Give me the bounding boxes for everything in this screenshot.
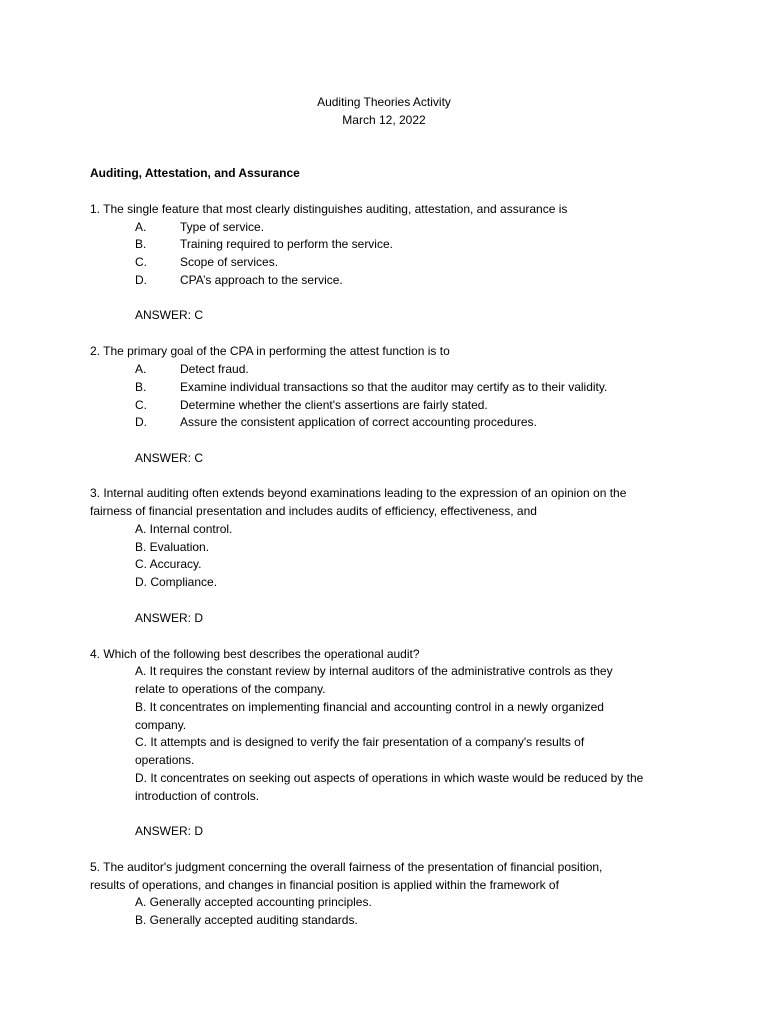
option-4b-line-1: B. It concentrates on implementing financial and accounting control in a newly organized <box>135 700 604 714</box>
document-page: Auditing Theories Activity March 12, 2022 Auditing, Attestation, and Assurance 1. The single feature that most clearly distinguishes auditing, attestation, and assurance is A. Type of service. B. Training required to perform the service. C. Scope of services. D. CPA’s approach to the service. ANSWER: C 2. The primary goal of the CPA in performing the attest function is to A. Detect fraud. B. Examine individual transactions so that the auditor may certify as to their validity. C. Determine whether the client's assertions are fairly stated. D. Assure the consistent application of correct accounting procedures. ANSWER: C 3. Internal auditing often extends beyond examinations leading to the expression of an opinion on the fairness of financial presentation and includes audits of efficiency, effectiveness, and A. Internal control. B. Evaluation. C. Accuracy. D. Compliance. ANSWER: D 4. Which of the following best describes the operational audit? A. It requires the constant review by internal auditors of the administrative controls as they relate to operations of the company. B. It concentrates on implementing financial and accounting control in a newly organized company. C. It attempts and is designed to verify the fair presentation of a company's results of operations. D. It concentrates on seeking out aspects of operations in which waste would be reduced by the introduction of controls. ANSWER: D 5. The auditor's judgment concerning the overall fairness of the presentation of financial position, results of operations, and changes in financial position is applied within the framework of A. Generally accepted accounting principles. B. Generally accepted auditing standards. <box>0 0 768 1024</box>
answer-3: ANSWER: D <box>135 611 204 625</box>
question-4: 4. Which of the following best describes the operational audit? <box>90 647 420 661</box>
section-heading: Auditing, Attestation, and Assurance <box>90 166 300 180</box>
question-1: 1. The single feature that most clearly distinguishes auditing, attestation, and assurance is <box>90 202 568 216</box>
question-5-line-2: results of operations, and changes in financial position is applied within the framework of <box>90 878 559 892</box>
question-3-line-1: 3. Internal auditing often extends beyond examinations leading to the expression of an opinion on the <box>90 486 627 500</box>
option-4a-line-1: A. It requires the constant review by internal auditors of the administrative controls as they <box>135 664 613 678</box>
option-3b: B. Evaluation. <box>135 540 210 554</box>
option-4c-line-1: C. It attempts and is designed to verify the fair presentation of a company's results of <box>135 735 585 749</box>
answer-1: ANSWER: C <box>135 308 204 322</box>
option-3c: C. Accuracy. <box>135 557 202 571</box>
option-4d-line-1: D. It concentrates on seeking out aspects of operations in which waste would be reduced by the <box>135 771 644 785</box>
option-5a: A. Generally accepted accounting principles. <box>135 895 372 909</box>
question-5-line-1: 5. The auditor's judgment concerning the overall fairness of the presentation of financial position, <box>90 860 603 874</box>
doc-date: March 12, 2022 <box>342 113 426 127</box>
question-2: 2. The primary goal of the CPA in performing the attest function is to <box>90 344 450 358</box>
option-3a: A. Internal control. <box>135 522 233 536</box>
answer-2: ANSWER: C <box>135 451 204 465</box>
option-4b-line-2: company. <box>135 718 187 732</box>
option-4c-line-2: operations. <box>135 753 195 767</box>
option-5b: B. Generally accepted auditing standards. <box>135 913 358 927</box>
option-3d: D. Compliance. <box>135 575 218 589</box>
question-3-line-2: fairness of financial presentation and includes audits of efficiency, effectiveness, and <box>90 504 537 518</box>
option-4d-line-2: introduction of controls. <box>135 789 260 803</box>
doc-title: Auditing Theories Activity <box>317 95 451 109</box>
answer-4: ANSWER: D <box>135 824 204 838</box>
option-4a-line-2: relate to operations of the company. <box>135 682 326 696</box>
